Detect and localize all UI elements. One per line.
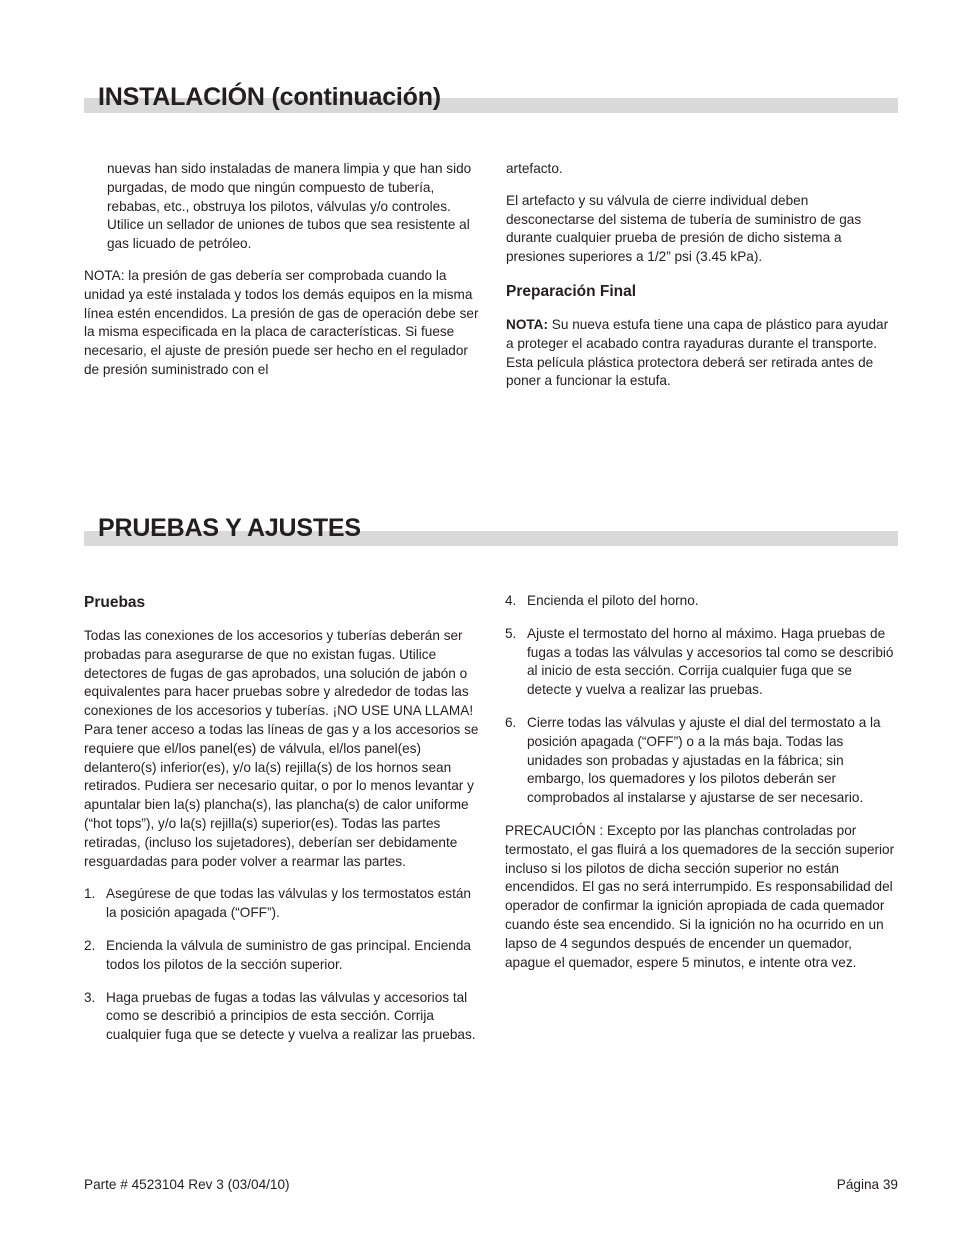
list-item (505, 592, 895, 611)
step-number: 2. (84, 937, 96, 953)
installation-left-column (84, 160, 479, 393)
step-number: 3. (84, 989, 96, 1005)
tests-steps-list-continued (505, 592, 895, 808)
list-item (84, 885, 479, 923)
step-text: Ajuste el termostato del horno al máximo. Haga pruebas de fugas a todas las válvulas y accesorios tal como se describió al inicio de esta sección. Corrija cualquier fuga que se detecte y vuelva a realizar las pruebas. (527, 625, 894, 698)
tests-steps-list (84, 885, 479, 1045)
gas-pressure-note: NOTA: la presión de gas debería ser comprobada cuando la unidad ya esté instalada y todos los demás equipos en la misma línea estén encendidos. La presión de gas de operación debe ser la misma especificada en la placa de características. Si fuese necesario, el ajuste de presión puede ser hecho en el regulador de presión suministrado con el (84, 267, 479, 377)
footer-part-number: Parte # 4523104 Rev 3 (03/04/10) (84, 1177, 290, 1192)
tests-heading: Pruebas (84, 594, 146, 611)
final-preparation-heading: Preparación Final (506, 282, 637, 300)
paragraph: artefacto. (506, 161, 563, 176)
pressure-test-paragraph: El artefacto y su válvula de cierre individual deben desconectarse del sistema de tubería de suministro de gas durante cualquier prueba de presión de dicho sistema a presiones superiores a 1/2” psi (3.45 kPa). (506, 192, 862, 265)
tests-intro: Todas las conexiones de los accesorios y tuberías deberán ser probadas para asegurarse de que no existan fugas. Utilice detectores de fugas de gas aprobados, una solución de jabón o equivalentes para hacer pruebas sobre y alrededor de todas las conexiones de los accesorios y tuberías. ¡NO USE UNA LLAMA! Para tener acceso a todas las líneas de gas y a los accesorios se requiere que el/los panel(es) de válvula, el/los panel(es) delantero(s) inferior(es), y/o la(s) rejilla(s) de los hornos sean retirados. Pudiera ser necesario quitar, o por lo menos levantar y apuntalar bien la(s) plancha(s), las plancha(s) de calor uniforme (“hot tops”), y/o la(s) rejilla(s) superior(es). Todas las partes retiradas, (incluso los sujetadores), deberían ser debidamente resguardadas para poder volver a rearmar las partes. (84, 628, 479, 869)
step-text: Asegúrese de que todas las válvulas y los termostatos están la posición apagada (“OFF”). (106, 886, 471, 921)
step-number: 4. (505, 593, 517, 608)
list-item (505, 625, 895, 700)
list-item (84, 937, 479, 975)
footer-page-number: Página 39 (836, 1177, 898, 1192)
note-label: NOTA: (506, 316, 549, 332)
list-item (84, 989, 479, 1045)
final-preparation-note (506, 316, 891, 391)
caution-paragraph: PRECAUCIÓN : Excepto por las planchas controladas por termostato, el gas fluirá a los quemadores de la sección superior incluso si los pilotos de dicha sección superior no están encendidos. El gas no será interrumpido. Es responsabilidad del operador de confirmar la ignición apropiada de cada quemador cuando éste sea encendido. Si la ignición no ha ocurrido en un lapso de 4 segundos después de encender un quemador, apague el quemador, espere 5 minutos, e intente otra vez. (505, 822, 895, 970)
tests-left-column (84, 593, 479, 1059)
installation-right-column (506, 160, 891, 404)
note-text: Su nueva estufa tiene una capa de plástico para ayudar a proteger el acabado contra rayaduras durante el transporte. Esta película plástica protectora deberá ser retirada antes de poner a funcionar la estufa. (506, 316, 889, 389)
paragraph: nuevas han sido instaladas de manera limpia y que han sido purgadas, de modo que ningún compuesto de tubería, rebabas, etc., obstruya los pilotos, válvulas y/o controles. Utilice un sellador de uniones de tubos que sea resistente al gas licuado de petróleo. (107, 161, 472, 252)
list-item (505, 714, 895, 808)
step-text: Haga pruebas de fugas a todas las válvulas y accesorios tal como se describió a principios de esta sección. Corrija cualquier fuga que se detecte y vuelva a realizar las pruebas. (106, 989, 476, 1043)
tests-right-column (505, 592, 895, 985)
step-text: Encienda el piloto del horno. (527, 593, 699, 608)
step-text: Encienda la válvula de suministro de gas principal. Encienda todos los pilotos de la sección superior. (106, 937, 471, 972)
step-number: 1. (84, 886, 96, 902)
step-number: 6. (505, 714, 517, 730)
step-number: 5. (505, 625, 517, 641)
section-title-installation: INSTALACIÓN (continuación) (98, 83, 441, 111)
step-text: Cierre todas las válvulas y ajuste el dial del termostato a la posición apagada (“OFF”) o a la más baja. Todas las unidades son probadas y ajustadas en la fábrica; sin embargo, los quemadores y los pilotos deberán ser comprobados al instalarse y ajustarse de ser necesario. (527, 714, 881, 806)
section-title-tests: PRUEBAS Y AJUSTES (98, 514, 361, 542)
